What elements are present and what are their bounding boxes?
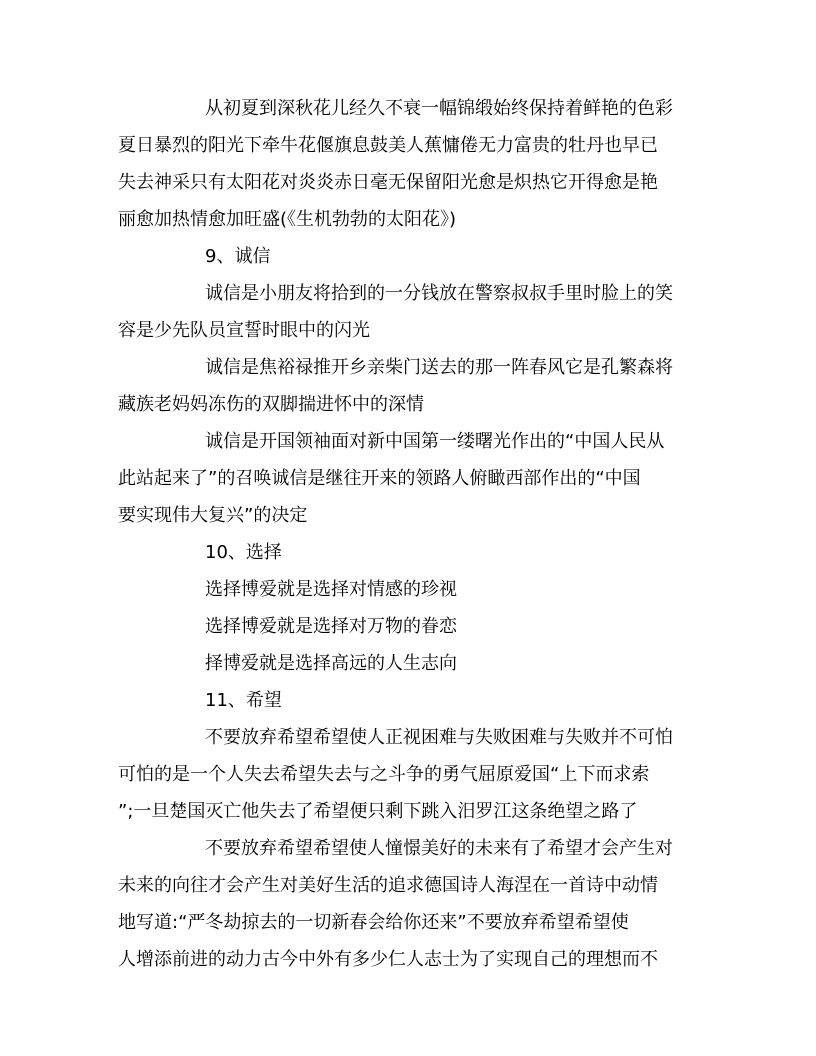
paragraph-line: 从初夏到深秋花儿经久不衰一幅锦缎始终保持着鲜艳的色彩	[205, 98, 673, 119]
paragraph-line: 丽愈加热情愈加旺盛(《生机勃勃的太阳花》)	[118, 209, 457, 230]
paragraph-line: 诚信是焦裕禄推开乡亲柴门送去的那一阵春风它是孔繁森将	[205, 357, 673, 378]
paragraph-line: 此站起来了”的召唤诚信是继往开来的领路人俯瞰西部作出的“中国	[118, 468, 641, 489]
paragraph-line: 容是少先队员宣誓时眼中的闪光	[118, 320, 370, 341]
paragraph-line: 择博爱就是选择高远的人生志向	[205, 653, 457, 674]
paragraph-line: 不要放弃希望希望使人正视困难与失败困难与失败并不可怕	[205, 727, 673, 748]
paragraph-line: 未来的向往才会产生对美好生活的追求德国诗人海涅在一首诗中动情	[118, 875, 658, 896]
paragraph-line: 选择博爱就是选择对万物的眷恋	[205, 616, 457, 637]
paragraph-line: 夏日暴烈的阳光下牵牛花偃旗息鼓美人蕉慵倦无力富贵的牡丹也早已	[118, 135, 658, 156]
paragraph-line: 藏族老妈妈冻伤的双脚揣进怀中的深情	[118, 394, 424, 415]
paragraph-line: 可怕的是一个人失去希望失去与之斗争的勇气屈原爱国“上下而求索	[118, 764, 650, 785]
paragraph-line: 要实现伟大复兴”的决定	[118, 505, 308, 526]
paragraph-line: 诚信是小朋友将拾到的一分钱放在警察叔叔手里时脸上的笑	[205, 283, 673, 304]
section-heading: 11、希望	[205, 690, 282, 711]
paragraph-line: 不要放弃希望希望使人憧憬美好的未来有了希望才会产生对	[205, 838, 673, 859]
paragraph-line: 诚信是开国领袖面对新中国第一缕曙光作出的“中国人民从	[205, 431, 665, 452]
paragraph-line: 人增添前进的动力古今中外有多少仁人志士为了实现自己的理想而不	[118, 949, 658, 970]
section-heading: 10、选择	[205, 542, 282, 563]
section-heading: 9、诚信	[205, 246, 271, 267]
paragraph-line: 地写道:“严冬劫掠去的一切新春会给你还来”不要放弃希望希望使	[118, 912, 629, 933]
paragraph-line: 失去神采只有太阳花对炎炎赤日毫无保留阳光愈是炽热它开得愈是艳	[118, 172, 658, 193]
paragraph-line: ”;一旦楚国灭亡他失去了希望便只剩下跳入汨罗江这条绝望之路了	[118, 801, 638, 822]
paragraph-line: 选择博爱就是选择对情感的珍视	[205, 579, 457, 600]
